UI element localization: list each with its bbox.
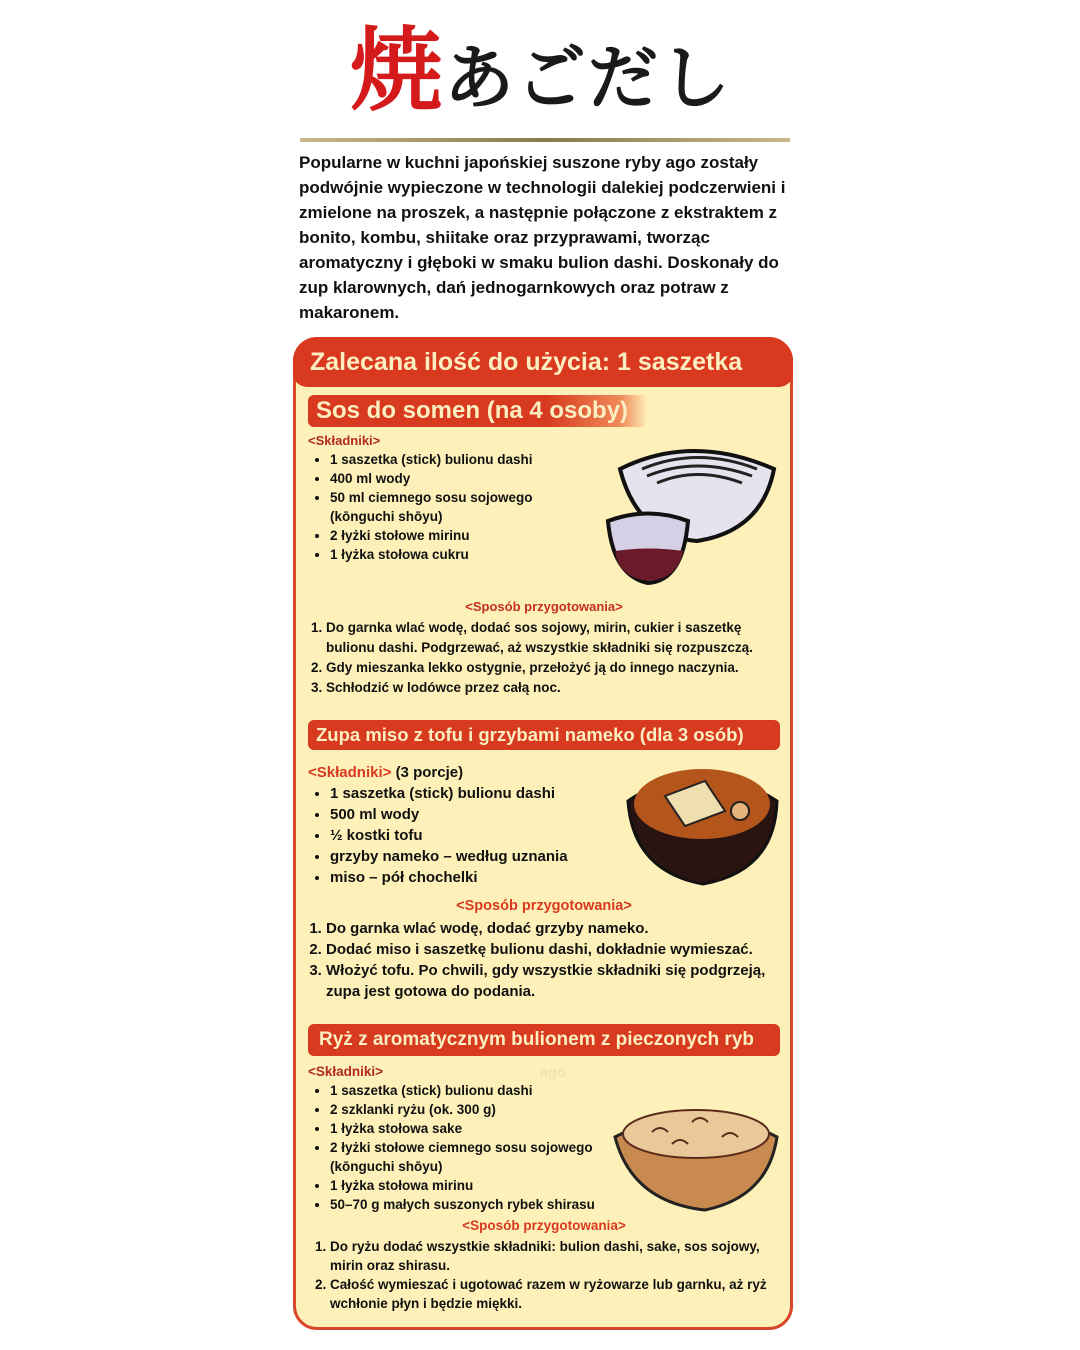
method-step: 2. Gdy mieszanka lekko ostygnie, przełożyć ją do innego naczynia. xyxy=(326,658,780,678)
method-step: 3. Schłodzić w lodówce przez całą noc. xyxy=(326,678,780,698)
ingredient-item: • 50 ml ciemnego sosu sojowego (kōnguchi shōyu) xyxy=(330,488,598,526)
recipe-title: Sos do somen (na 4 osoby) xyxy=(308,395,648,427)
miso-bowl-image xyxy=(625,756,780,886)
ingredient-item: • 500 ml wody xyxy=(330,804,619,825)
recipe-title: Ryż z aromatycznym bulionem z pieczonych ryb xyxy=(308,1024,780,1056)
ingredient-item: • 1 łyżka stołowa sake xyxy=(330,1119,606,1138)
page-column xyxy=(293,0,795,1350)
method-step: 3. Włożyć tofu. Po chwili, gdy wszystkie składniki się podgrzeją, zupa jest gotowa do podania. xyxy=(326,960,780,1002)
ingredients-label: <Składniki> xyxy=(308,1064,384,1079)
intro-text: Popularne w kuchni japońskiej suszone ryby ago zostały podwójnie wypieczone w technologii dalekiej podczerwieni i zmielone na proszek, a następnie połączone z ekstraktem z bonito, kombu, shiitake oraz przyprawami, tworząc aromatyczny i głęboki w smaku bulion dashi. Doskonały do zup klarownych, dań jednogarnkowych oraz potraw z makaronem. xyxy=(299,153,786,322)
dosage-header: Zalecana ilość do użycia: 1 saszetka xyxy=(293,337,793,387)
ingredient-item: • 2 łyżki stołowe ciemnego sosu sojowego (kōnguchi shōyu) xyxy=(330,1138,606,1176)
ingredients-heading xyxy=(308,764,619,781)
ingredient-item: • 1 saszetka (stick) bulionu dashi xyxy=(330,450,598,469)
ingredients-list xyxy=(308,1081,606,1214)
ingredients-heading xyxy=(308,1064,606,1081)
method-steps xyxy=(308,618,780,698)
rice-bowl-image xyxy=(612,1102,780,1214)
ingredient-item: • 2 szklanki ryżu (ok. 300 g) xyxy=(330,1100,606,1119)
ingredient-item: • 2 łyżki stołowe mirinu xyxy=(330,526,598,545)
recipe-section xyxy=(296,1024,790,1313)
ingredients-list xyxy=(308,783,619,888)
method-step: 1. Do garnka wlać wodę, dodać grzyby nameko. xyxy=(326,918,780,939)
ghost-text: ago xyxy=(539,1064,566,1081)
method-label: <Sposób przygotowania> xyxy=(462,1218,626,1233)
method-step: 1. Do garnka wlać wodę, dodać sos sojowy, mirin, cukier i saszetkę bulionu dashi. Podgrzewać, aż wszystkie składniki się rozpuszczą. xyxy=(326,618,780,658)
method-step: 2. Dodać miso i saszetkę bulionu dashi, dokładnie wymieszać. xyxy=(326,939,780,960)
ingredients-list xyxy=(308,450,598,564)
ingredients-label: <Składniki> xyxy=(308,764,392,781)
ingredient-item: • 1 łyżka stołowa mirinu xyxy=(330,1176,606,1195)
logo xyxy=(350,10,795,130)
method-step: 2. Całość wymieszać i ugotować razem w ryżowarze lub garnku, aż ryż wchłonie płyn i będzie miękki. xyxy=(330,1275,780,1313)
method-steps xyxy=(308,918,780,1002)
ingredient-item: • miso – pół chochelki xyxy=(330,867,619,888)
divider xyxy=(300,138,790,142)
ingredient-item: • 1 saszetka (stick) bulionu dashi xyxy=(330,1081,606,1100)
ingredient-item: • ½ kostki tofu xyxy=(330,825,619,846)
recipe-card xyxy=(293,337,793,1330)
logo-kana: あごだし xyxy=(444,36,733,119)
ingredients-label: <Składniki> xyxy=(308,433,381,448)
ingredient-item: • 1 saszetka (stick) bulionu dashi xyxy=(330,783,619,804)
logo-kanji: 焼 xyxy=(350,16,445,124)
method-step: 1. Do ryżu dodać wszystkie składniki: bulion dashi, sake, sos sojowy, mirin oraz shirasu. xyxy=(330,1237,780,1275)
method-label: <Sposób przygotowania> xyxy=(456,898,632,914)
portions-note: (3 porcje) xyxy=(395,764,464,781)
ingredient-item: • 400 ml wody xyxy=(330,469,598,488)
recipe-section xyxy=(296,395,790,698)
ingredient-item: • grzyby nameko – według uznania xyxy=(330,846,619,867)
recipe-section xyxy=(296,720,790,1002)
somen-bowl-image xyxy=(604,433,780,589)
method-steps xyxy=(312,1237,780,1313)
ingredient-item: • 50–70 g małych suszonych rybek shirasu xyxy=(330,1195,606,1214)
ingredient-item: • 1 łyżka stołowa cukru xyxy=(330,545,598,564)
method-label: <Sposób przygotowania> xyxy=(465,599,623,614)
recipe-title: Zupa miso z tofu i grzybami nameko (dla 3 osób) xyxy=(308,720,780,750)
